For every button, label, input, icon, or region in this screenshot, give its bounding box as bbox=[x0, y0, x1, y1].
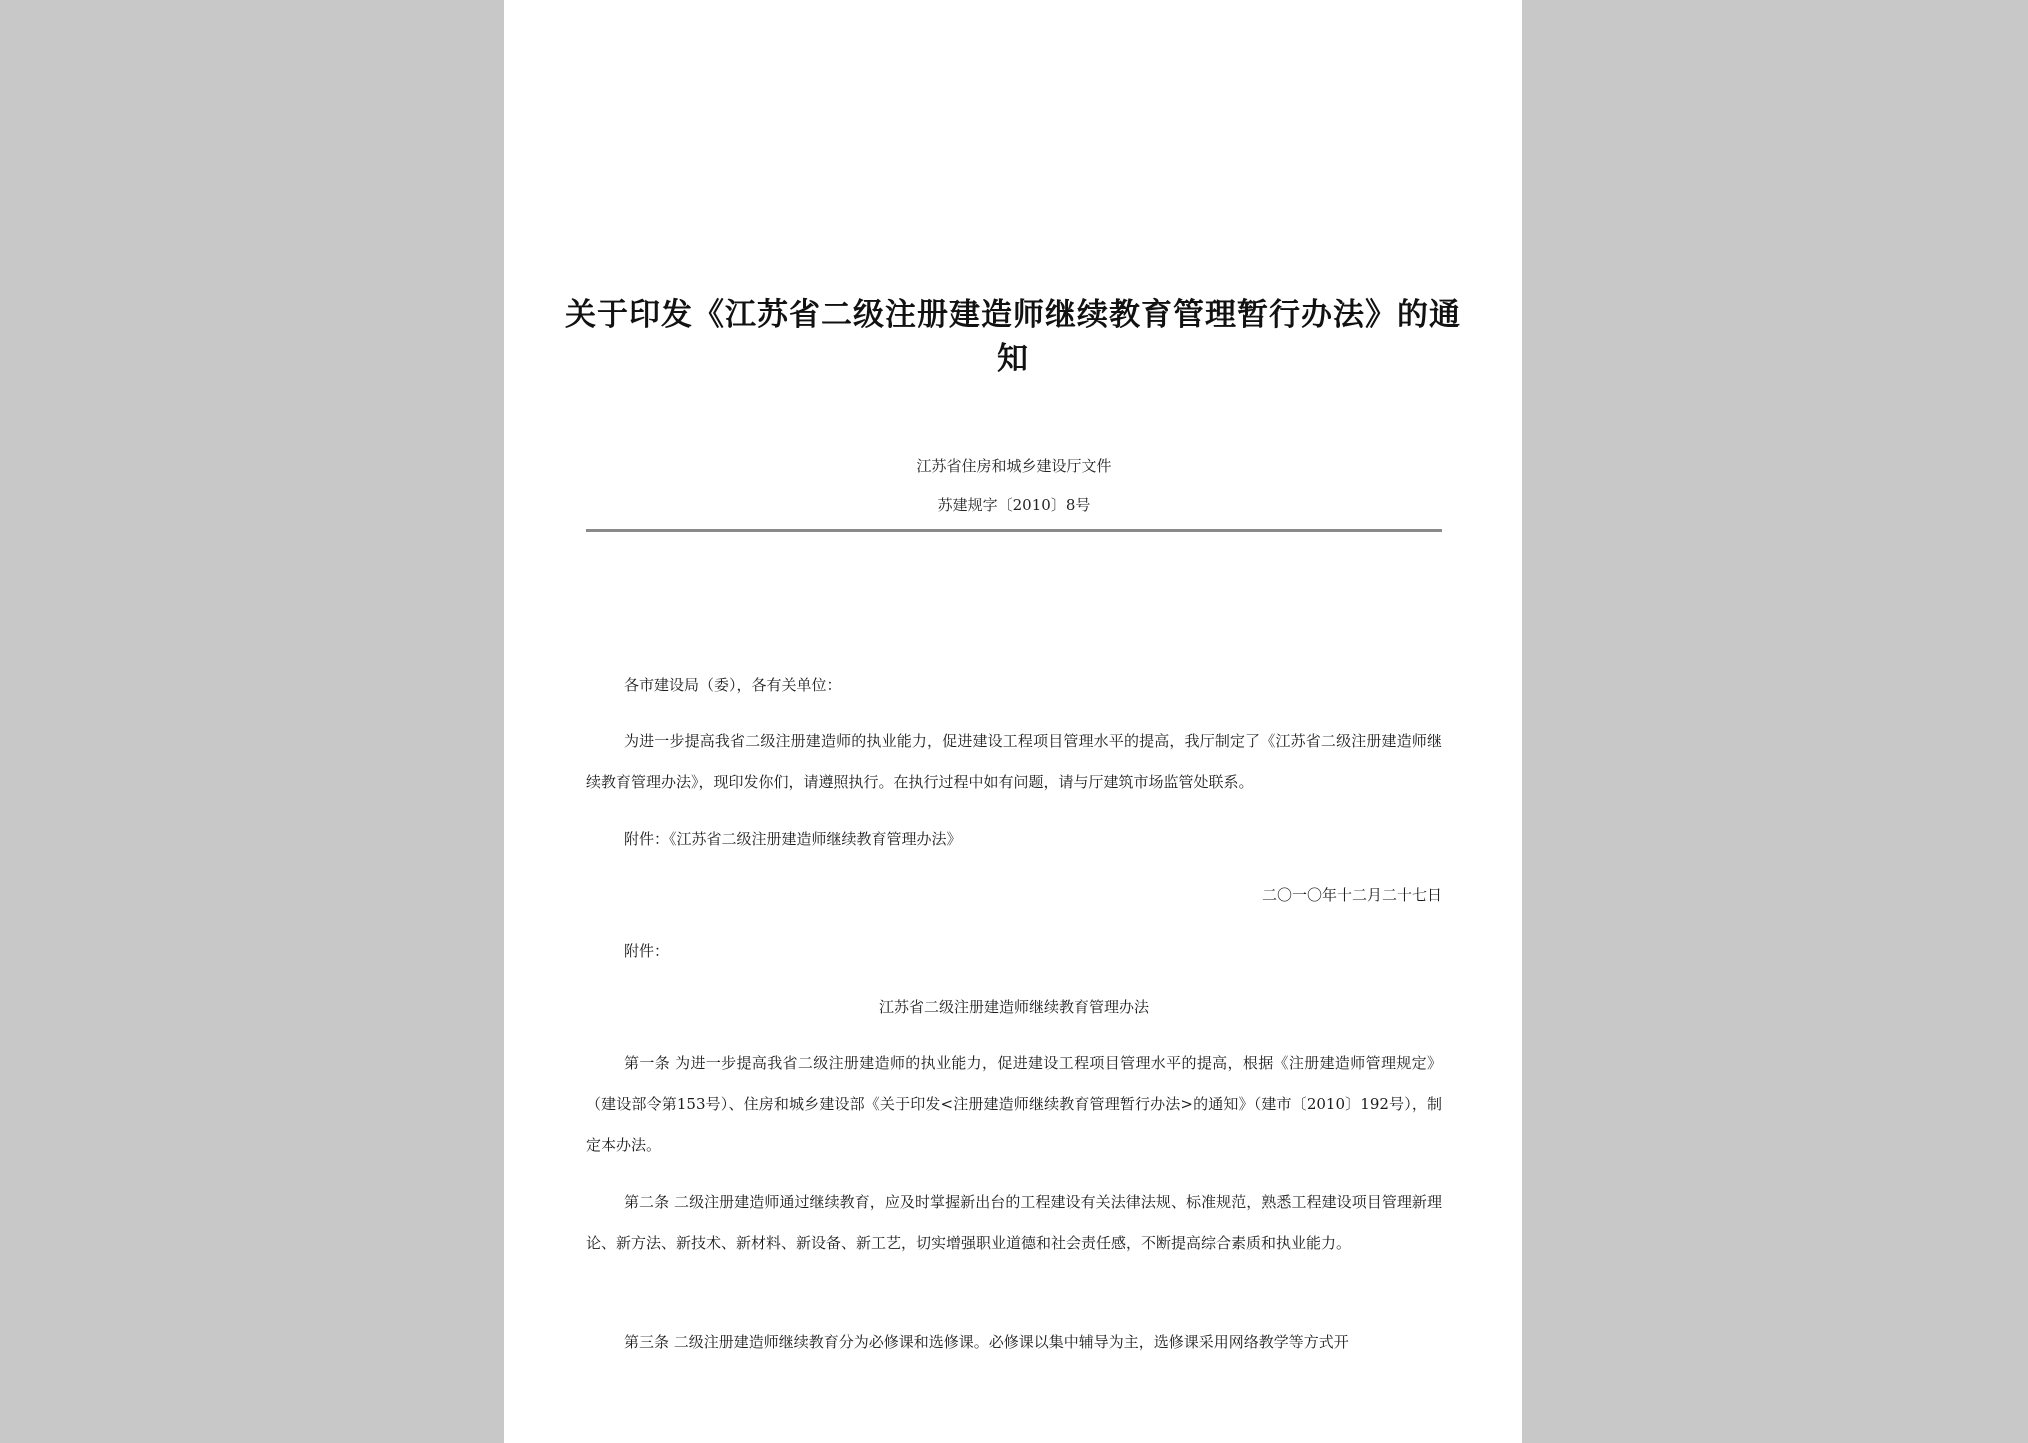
issue-date: 二〇一〇年十二月二十七日 bbox=[1261, 886, 1442, 904]
attachment-line: 附件：《江苏省二级注册建造师继续教育管理办法》 bbox=[624, 830, 962, 848]
article-1: 第一条 为进一步提高我省二级注册建造师的执业能力，促进建设工程项目管理水平的提高，根据《注册建造师管理规定》（建设部令第153号）、住房和城乡建设部《关于印发<注册建造师继续教育管理暂行办法>的通知》（建市〔2010〕192号），制定本办法。 bbox=[586, 1054, 1442, 1154]
document-page bbox=[504, 0, 1522, 1443]
attachment-label: 附件： bbox=[624, 942, 670, 960]
salutation: 各市建设局（委），各有关单位： bbox=[624, 676, 842, 694]
document-title: 关于印发《江苏省二级注册建造师继续教育管理暂行办法》的通知 bbox=[565, 297, 1461, 377]
attachment-title: 江苏省二级注册建造师继续教育管理办法 bbox=[878, 998, 1149, 1016]
issuer-line: 江苏省住房和城乡建设厅文件 bbox=[916, 457, 1112, 475]
header-divider bbox=[586, 529, 1442, 532]
body-paragraph: 为进一步提高我省二级注册建造师的执业能力，促进建设工程项目管理水平的提高，我厅制定了《江苏省二级注册建造师继续教育管理办法》，现印发你们，请遵照执行。在执行过程中如有问题，请与厅建筑市场监管处联系。 bbox=[586, 732, 1442, 791]
document-number: 苏建规字〔2010〕8号 bbox=[937, 496, 1091, 514]
article-3: 第三条 二级注册建造师继续教育分为必修课和选修课。必修课以集中辅导为主，选修课采用网络教学等方式开 bbox=[624, 1333, 1349, 1351]
article-2: 第二条 二级注册建造师通过继续教育，应及时掌握新出台的工程建设有关法律法规、标准规范，熟悉工程建设项目管理新理论、新方法、新技术、新材料、新设备、新工艺，切实增强职业道德和社会责任感，不断提高综合素质和执业能力。 bbox=[586, 1193, 1442, 1252]
